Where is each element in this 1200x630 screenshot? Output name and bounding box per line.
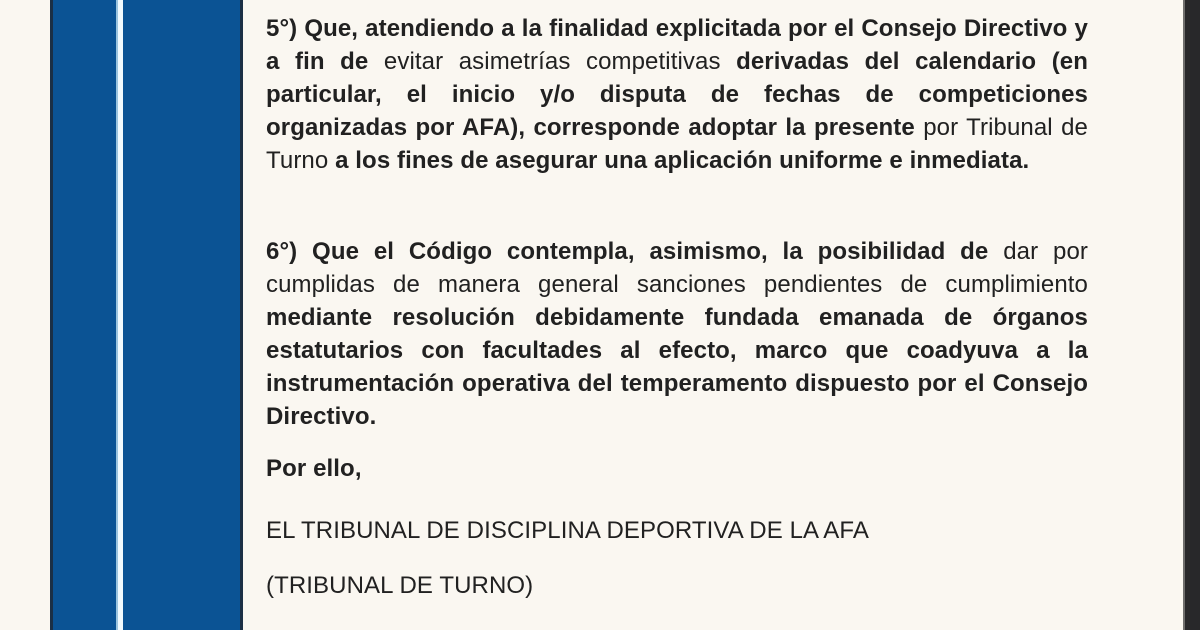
text-segment: evitar asimetrías competitivas (383, 48, 737, 75)
text-segment: mediante resolución debidamente fundada emanada de órganos estatutarios con facultades al efecto, marco que coadyuva a la instrumentación operativa del temperamento dispuesto por el Consejo Directivo. (266, 304, 1088, 430)
text-segment: a los fines de asegurar una aplicación uniforme e inmediata. (335, 147, 1030, 174)
document-paragraph-clause-6 (266, 235, 1088, 433)
text-segment: derivadas del calendario (en particular, el inicio y/o disputa de fechas de competiciones organizadas por AFA), corresponde adoptar la presente (266, 48, 1088, 141)
right-dark-strip (1183, 0, 1200, 630)
text-segment: Por ello, (266, 455, 362, 482)
document-paragraph-por-ello (266, 452, 1088, 485)
left-blue-bars (50, 0, 243, 630)
text-segment: (TRIBUNAL DE TURNO) (266, 572, 534, 599)
document-heading-tribunal-turno (266, 569, 1088, 602)
text-segment: por Tribunal de Turno (266, 114, 1088, 174)
text-segment: dar por cumplidas de manera general sanciones pendientes de cumplimiento (266, 238, 1088, 298)
blue-bars-divider (116, 0, 123, 630)
text-segment: EL TRIBUNAL DE DISCIPLINA DEPORTIVA DE LA AFA (266, 517, 869, 544)
document-heading-tribunal (266, 514, 1088, 547)
text-segment: 6°) Que el Código contempla, asimismo, la posibilidad de (266, 238, 1004, 265)
document-paragraph-clause-5 (266, 12, 1088, 177)
text-segment: 5°) Que, atendiendo a la finalidad explicitada por el Consejo Directivo y a fin de (266, 15, 1088, 75)
